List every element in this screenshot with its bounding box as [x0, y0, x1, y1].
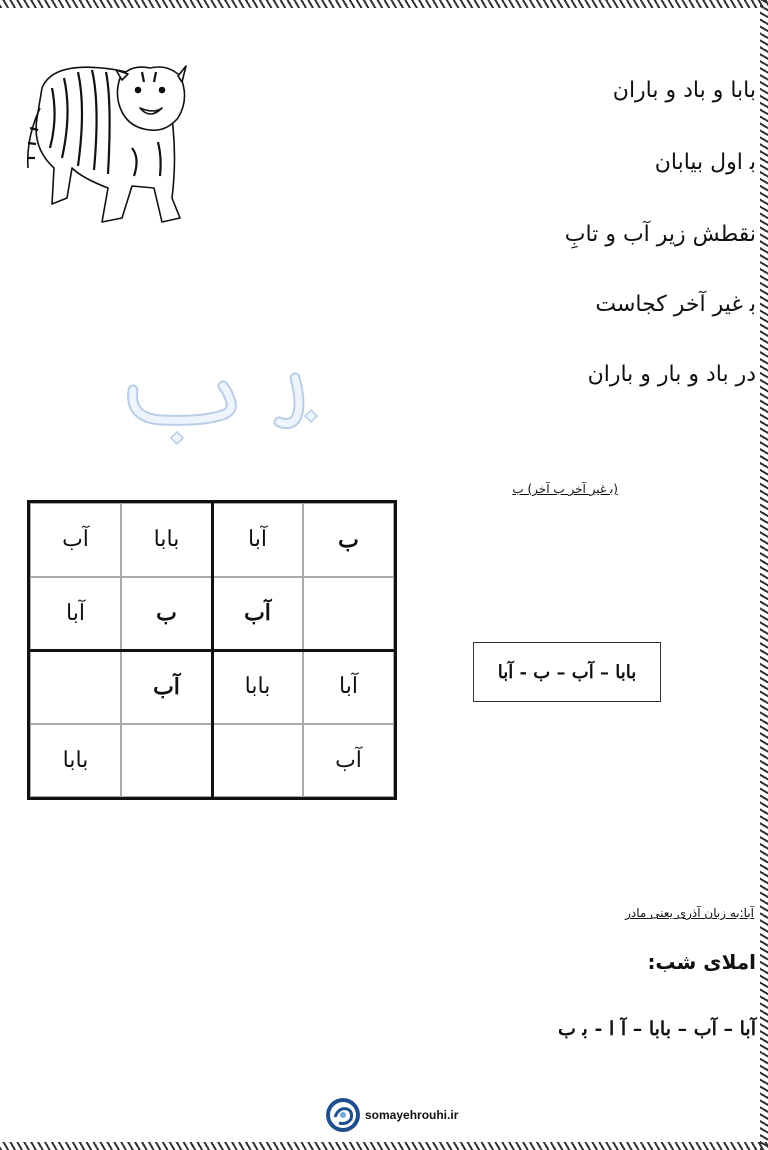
- grid-cell: [30, 650, 121, 724]
- letter-forms-note: (ﺑ غیر آخر ب آخر) ب: [512, 482, 618, 496]
- poem-line-1: بابا و باد و باران: [612, 78, 756, 103]
- big-letter-forms: [125, 360, 345, 450]
- grid-cell: آب: [121, 650, 212, 724]
- grid-cell: ب: [303, 503, 394, 577]
- word-box: بابا – آب – ب - آبا: [473, 642, 661, 702]
- bottom-decorative-border: [0, 1142, 768, 1150]
- grid-cell: آبا: [212, 503, 303, 577]
- tiger-illustration: [22, 58, 212, 238]
- grid-cell: آب: [303, 724, 394, 798]
- grid-cell: آبا: [30, 577, 121, 651]
- grid-cell: آب: [212, 577, 303, 651]
- grid-cell: [303, 577, 394, 651]
- grid-cell: بابا: [212, 650, 303, 724]
- poem-line-5: در باد و بار و باران: [587, 362, 756, 387]
- site-url[interactable]: somayehrouhi.ir: [365, 1108, 459, 1122]
- poem-line-4: ﺑ غیر آخر کجاست: [595, 292, 756, 317]
- site-logo-icon: [325, 1097, 361, 1133]
- grid-cell: ب: [121, 577, 212, 651]
- top-decorative-border: [0, 0, 768, 8]
- right-decorative-border: [760, 0, 768, 1150]
- grid-cell: آب: [30, 503, 121, 577]
- grid-cell: بابا: [121, 503, 212, 577]
- dictation-title: املای شب:: [647, 950, 756, 974]
- grid-horizontal-divider: [30, 649, 394, 652]
- aba-meaning-note: آبا:به زبان آذری یعنی مادر: [625, 906, 754, 920]
- poem-line-2: ﺑ اول بیابان: [654, 150, 756, 175]
- grid-cell: بابا: [30, 724, 121, 798]
- footer: [325, 1097, 458, 1133]
- dictation-words: آبا – آب – بابا – آ ا - ﺑ ب: [558, 1018, 756, 1040]
- grid-cell: [212, 724, 303, 798]
- word-grid: [27, 500, 397, 800]
- grid-cell: [121, 724, 212, 798]
- grid-cell: آبا: [303, 650, 394, 724]
- poem-line-3: نقطش زیر آب و تابِ: [564, 222, 756, 247]
